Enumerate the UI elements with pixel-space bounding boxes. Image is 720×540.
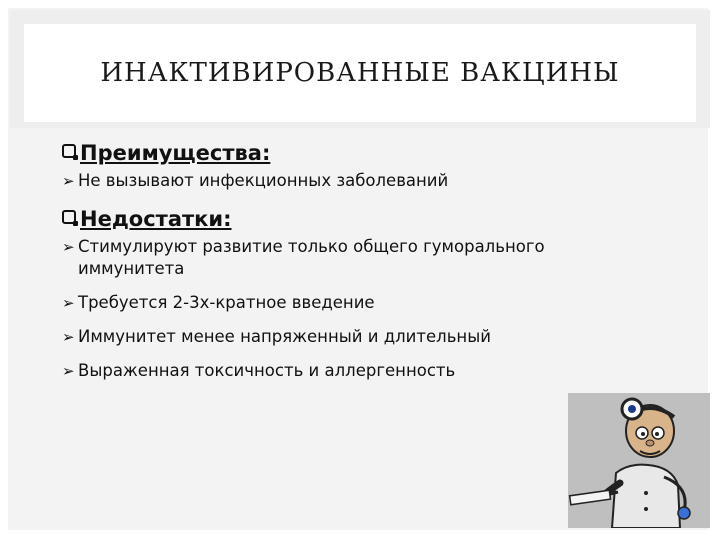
disadvantage-item (62, 326, 622, 348)
disadvantage-item-text: Выраженная токсичность и аллергенность (78, 361, 456, 380)
disadvantage-item-text: Иммунитет менее напряженный и длительный (78, 327, 491, 346)
arrow-bullet-icon: ➢ (62, 238, 75, 256)
arrow-bullet-icon: ➢ (62, 172, 75, 190)
disadvantage-item (62, 236, 622, 280)
arrow-bullet-icon: ➢ (62, 362, 75, 380)
disadvantage-item-text: Стимулируют развитие только общего гуморального иммунитета (78, 237, 545, 278)
disadvantage-item (62, 292, 622, 314)
advantages-heading-label: Преимущества: (80, 141, 271, 165)
title-box (24, 24, 696, 122)
arrow-bullet-icon: ➢ (62, 328, 75, 346)
slide-content (62, 138, 622, 394)
doctor-illustration (568, 393, 710, 528)
advantages-heading (62, 138, 622, 168)
slide-title: ИНАКТИВИРОВАННЫЕ ВАКЦИНЫ (100, 58, 620, 88)
disadvantage-item-text: Требуется 2-3х-кратное введение (78, 293, 375, 312)
square-bullet-icon (62, 210, 76, 224)
advantage-item-text: Не вызывают инфекционных заболеваний (78, 171, 449, 190)
advantage-item (62, 170, 622, 192)
disadvantage-item (62, 360, 622, 382)
disadvantages-heading (62, 204, 622, 234)
square-bullet-icon (62, 144, 76, 158)
disadvantages-heading-label: Недостатки: (80, 207, 232, 231)
doctor-with-syringe-icon (568, 393, 710, 528)
arrow-bullet-icon: ➢ (62, 294, 75, 312)
